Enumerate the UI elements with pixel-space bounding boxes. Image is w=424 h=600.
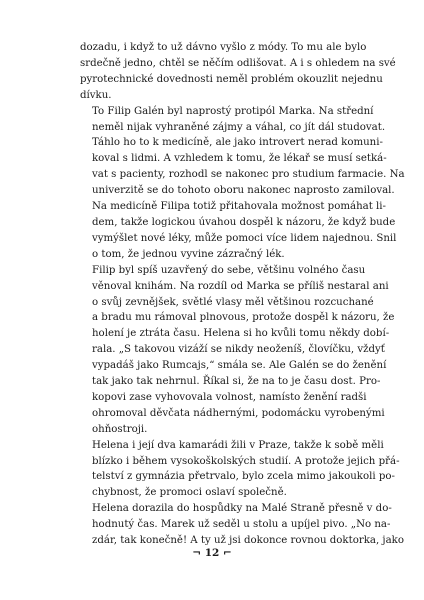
text-line: vypadáš jako Rumcajs,“ smála se. Ale Galén se do ženění: [92, 360, 387, 372]
text-line: tak jako tak nehrnul. Říkal si, že na to je času dost. Pro-: [92, 376, 381, 388]
body-text: [80, 40, 405, 549]
text-line: Na medicíně Filipa totiž přitahovala možnost pomáhat li-: [92, 201, 386, 213]
text-line: hodnutý čas. Marek už seděl u stolu a upíjel pivo. „No na-: [92, 519, 391, 531]
text-line: To Filip Galén byl naprostý protipól Marka. Na střední: [92, 105, 374, 117]
text-line: dozadu, i když to už dávno vyšlo z módy. To mu ale bylo: [80, 42, 367, 53]
text-line: vat s pacienty, rozhodl se nakonec pro studium farmacie. Na: [92, 169, 405, 181]
text-line: Táhlo ho to k medicíně, ale jako introvert nerad komuni-: [92, 137, 383, 149]
text-line: Helena i její dva kamarádi žili v Praze, takže k sobě měli: [92, 439, 384, 451]
text-line: chybnost, že promoci oslaví společně.: [92, 487, 287, 499]
paragraph: [80, 501, 404, 549]
text-line: neměl nijak vyhraněné zájmy a váhal, co jít dál studovat.: [92, 121, 386, 133]
text-line: Helena dorazila do hospůdky na Malé Straně přesně v do-: [92, 503, 392, 515]
text-line: koval s lidmi. A vzhledem k tomu, že lékař se musí setká-: [92, 153, 387, 165]
text-line: vymýšlet nové léky, může pomoci více lidem najednou. Snil: [92, 232, 397, 244]
text-line: Filip byl spíš uzavřený do sebe, většinu volného času: [92, 264, 366, 276]
text-line: věnoval knihám. Na rozdíl od Marka se příliš nestaral ani: [92, 280, 389, 292]
text-line: dem, takže logickou úvahou dospěl k názoru, že když bude: [92, 216, 396, 228]
text-line: ohňostroji.: [92, 423, 148, 435]
text-line: pyrotechnické dovednosti neměl problém okouzlit nejednu: [80, 73, 383, 85]
text-line: o tom, že jednou vyvine zázračný lék.: [92, 248, 285, 260]
text-line: ohromoval děvčata nádhernými, podomácku vyrobenými: [92, 407, 385, 419]
paragraph: [80, 438, 400, 502]
text-line: o svůj zevnějšek, světlé vlasy měl většinou rozcuchané: [92, 296, 374, 308]
text-line: holení je ztráta času. Helena si ho kvůli tomu někdy dobí-: [92, 328, 390, 340]
text-line: kopovi zase vyhovovala volnost, namísto ženění radši: [92, 391, 367, 403]
text-line: univerzitě se do tohoto oboru nakonec naprosto zamiloval.: [92, 185, 395, 197]
text-line: rala. „S takovou vizáží se nikdy neoženíš, človíčku, vždyť: [92, 344, 385, 356]
text-line: zdár, tak konečně! A ty už jsi dokonce rovnou doktorka, jako: [92, 535, 404, 547]
paragraph: [80, 104, 405, 263]
text-line: blízko i během vysokoškolských studií. A protože jejich přá-: [92, 455, 400, 467]
paragraph: [80, 263, 395, 438]
text-line: a bradu mu rámoval plnovous, protože dospěl k názoru, že: [92, 312, 395, 324]
paragraph: [80, 40, 396, 104]
page-number: ¬ 12 ⌐: [192, 547, 232, 559]
text-line: srdečně jedno, chtěl se něčím odlišovat. A i s ohledem na své: [80, 57, 396, 69]
text-line: dívku.: [80, 89, 112, 101]
text-line: telství z gymnázia přetrvalo, bylo zcela mimo jakoukoli po-: [92, 471, 395, 483]
